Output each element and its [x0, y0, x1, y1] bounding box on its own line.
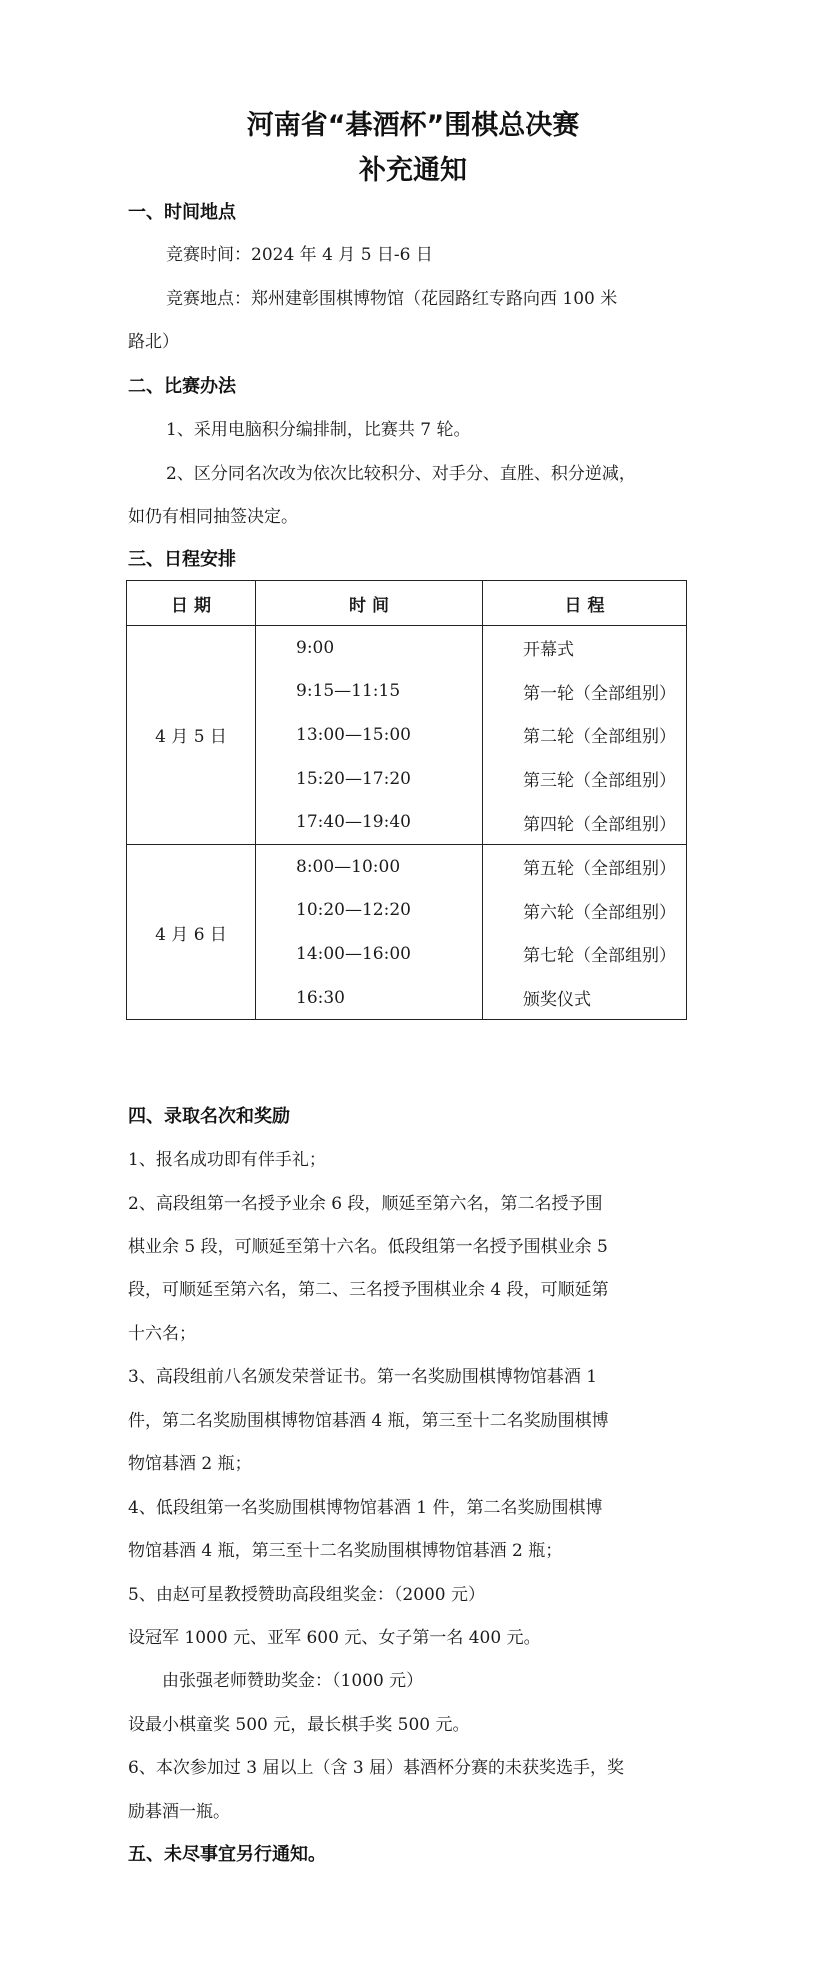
award-line: 件，第二名奖励围棋博物馆碁酒 4 瓶，第三至十二名奖励围棋博: [128, 1411, 609, 1431]
award-line: 设冠军 1000 元、亚军 600 元、女子第一名 400 元。: [128, 1628, 541, 1648]
competition-venue-line1: 竞赛地点：郑州建彰围棋博物馆（花园路红专路向西 100 米: [166, 289, 618, 309]
award-line: 十六名；: [128, 1324, 196, 1344]
competition-venue-line2: 路北）: [128, 332, 179, 352]
schedule-table: [126, 580, 687, 1020]
award-line: 4、低段组第一名奖励围棋博物馆碁酒 1 件，第二名奖励围棋博: [128, 1498, 603, 1518]
section-heading-rules: 二、比赛办法: [128, 376, 236, 397]
schedule-program: 第二轮（全部组别）: [483, 713, 687, 757]
schedule-program: 开幕式: [483, 626, 687, 670]
schedule-time: 13:00—15:00: [256, 713, 483, 757]
document-subtitle: 补充通知: [359, 155, 467, 186]
schedule-date-day2: 4 月 6 日: [127, 844, 256, 1019]
award-line: 物馆碁酒 4 瓶，第三至十二名奖励围棋博物馆碁酒 2 瓶；: [128, 1541, 563, 1561]
award-line: 5、由赵可星教授赞助高段组奖金：（2000 元）: [128, 1585, 485, 1605]
schedule-time: 9:15—11:15: [256, 670, 483, 714]
award-line: 3、高段组前八名颁发荣誉证书。第一名奖励围棋博物馆碁酒 1: [128, 1367, 598, 1387]
award-line: 棋业余 5 段，可顺延至第十六名。低段组第一名授予围棋业余 5: [128, 1237, 608, 1257]
schedule-date-day1: 4 月 5 日: [127, 626, 256, 845]
schedule-program: 第四轮（全部组别）: [483, 800, 687, 844]
document-title: 河南省“碁酒杯”围棋总决赛: [246, 110, 580, 141]
section-heading-other: 五、未尽事宜另行通知。: [128, 1844, 326, 1865]
schedule-time: 15:20—17:20: [256, 757, 483, 801]
schedule-time: 14:00—16:00: [256, 932, 483, 976]
rule-item-2-line2: 如仍有相同抽签决定。: [128, 507, 298, 527]
award-line: 励碁酒一瓶。: [128, 1802, 230, 1822]
schedule-program: 第七轮（全部组别）: [483, 932, 687, 976]
rule-item-2-line1: 2、区分同名次改为依次比较积分、对手分、直胜、积分逆减，: [166, 464, 636, 484]
rule-item-1: 1、采用电脑积分编排制，比赛共 7 轮。: [166, 420, 471, 440]
award-line: 段，可顺延至第六名，第二、三名授予围棋业余 4 段，可顺延第: [128, 1280, 609, 1300]
schedule-program: 第三轮（全部组别）: [483, 757, 687, 801]
section-heading-schedule: 三、日程安排: [128, 549, 236, 570]
schedule-time: 10:20—12:20: [256, 889, 483, 933]
award-sponsor-line: 由张强老师赞助奖金：（1000 元）: [162, 1671, 424, 1691]
schedule-time: 17:40—19:40: [256, 800, 483, 844]
award-line: 设最小棋童奖 500 元，最长棋手奖 500 元。: [128, 1715, 470, 1735]
award-line: 1、报名成功即有伴手礼；: [128, 1150, 326, 1170]
competition-time: 竞赛时间：2024 年 4 月 5 日-6 日: [166, 245, 433, 265]
schedule-time: 8:00—10:00: [256, 844, 483, 888]
column-header-date: 日 期: [127, 581, 256, 626]
schedule-program: 第五轮（全部组别）: [483, 844, 687, 888]
section-heading-time-venue: 一、时间地点: [128, 202, 236, 223]
section-heading-awards: 四、录取名次和奖励: [128, 1106, 290, 1127]
award-line: 2、高段组第一名授予业余 6 段，顺延至第六名，第二名授予围: [128, 1194, 603, 1214]
column-header-time: 时 间: [256, 581, 483, 626]
award-line: 6、本次参加过 3 届以上（含 3 届）碁酒杯分赛的未获奖选手，奖: [128, 1758, 625, 1778]
column-header-program: 日 程: [483, 581, 687, 626]
schedule-program: 第一轮（全部组别）: [483, 670, 687, 714]
schedule-program: 第六轮（全部组别）: [483, 889, 687, 933]
schedule-time: 16:30: [256, 976, 483, 1020]
award-line: 物馆碁酒 2 瓶；: [128, 1454, 252, 1474]
schedule-program: 颁奖仪式: [483, 976, 687, 1020]
schedule-time: 9:00: [256, 626, 483, 670]
